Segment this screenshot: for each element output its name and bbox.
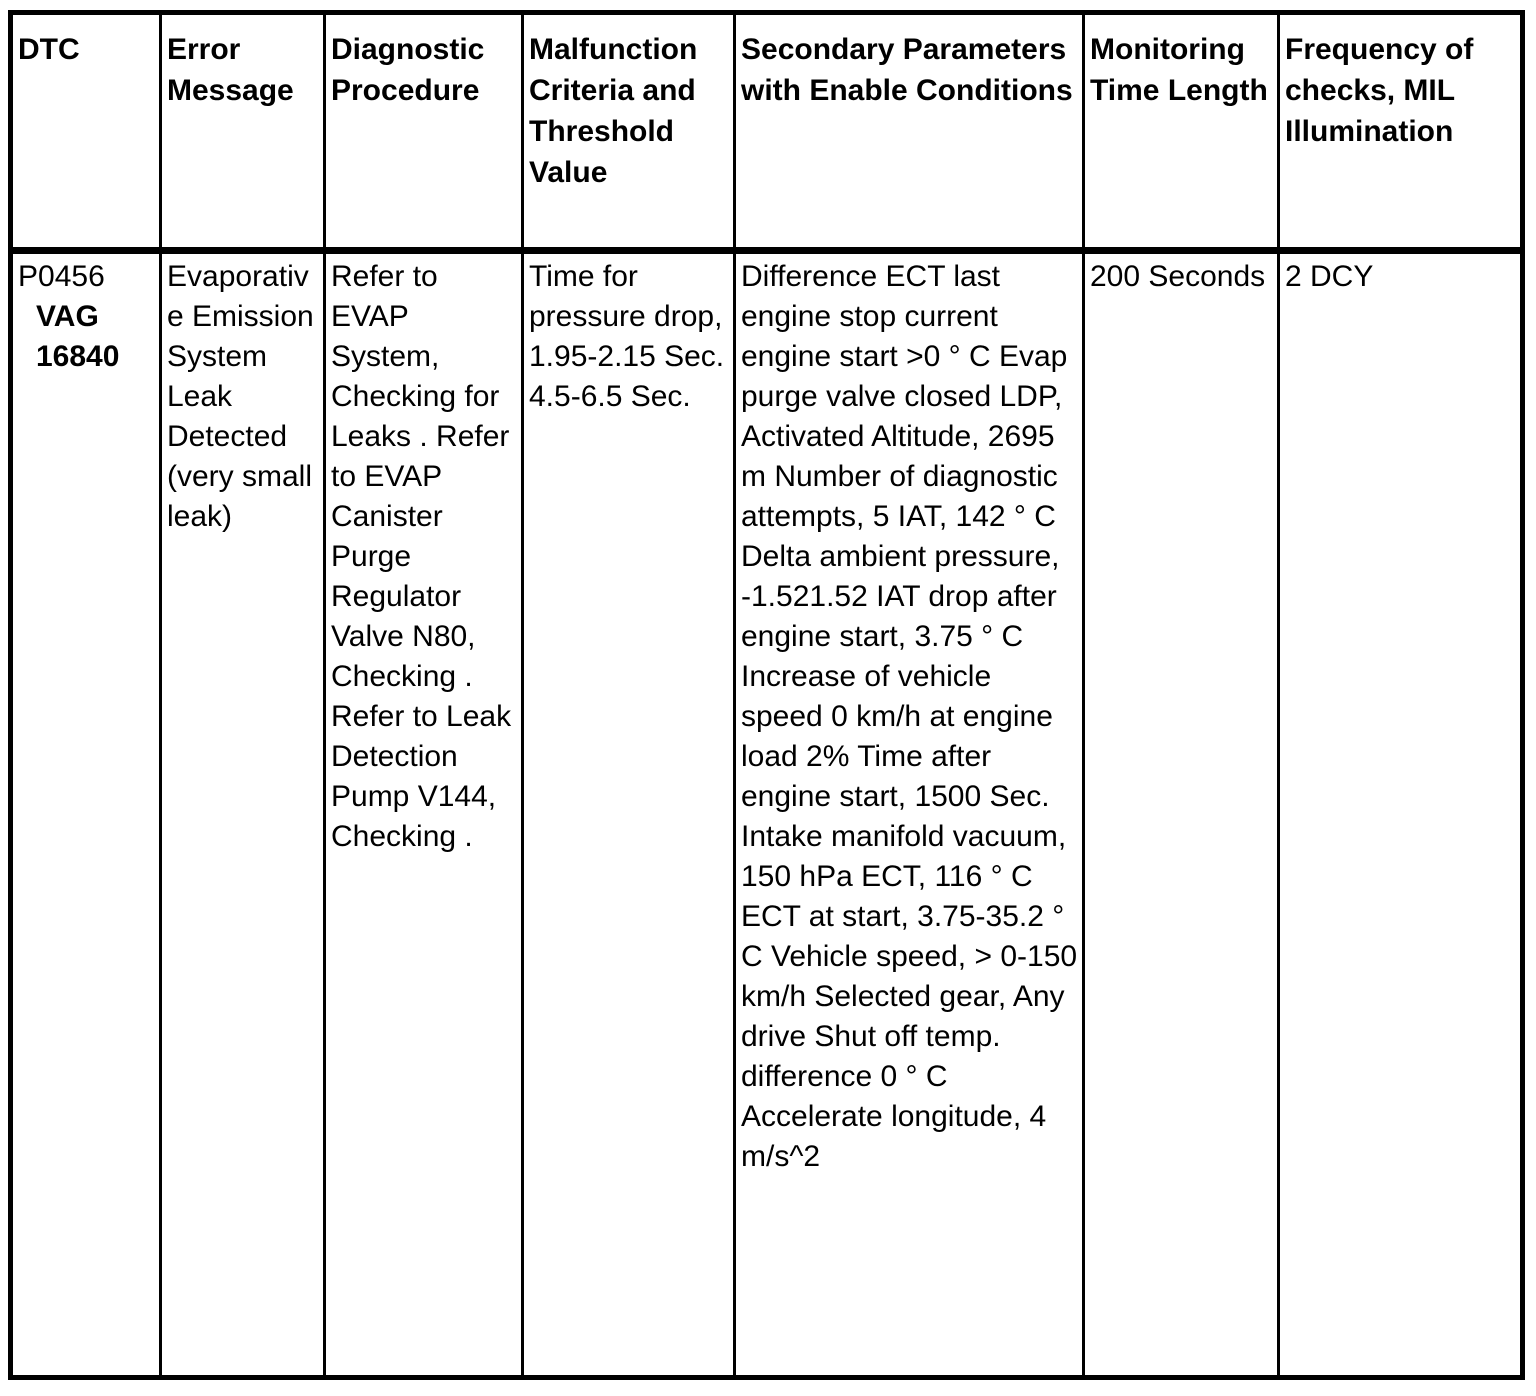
header-secondary-parameters: Secondary Parameters with Enable Conditions xyxy=(735,13,1084,251)
vag-code: 16840 xyxy=(36,340,120,373)
table-row xyxy=(11,251,1523,1378)
cell-malfunction-criteria: Time for pressure drop, 1.95-2.15 Sec. 4.5-6.5 Sec. xyxy=(523,251,735,1378)
cell-diagnostic-procedure: Refer to EVAP System, Checking for Leaks . Refer to EVAP Canister Purge Regulator Valve N80, Checking . Refer to Leak Detection Pump V144, Checking . xyxy=(325,251,523,1378)
header-monitoring-time: Monitoring Time Length xyxy=(1084,13,1279,251)
header-dtc: DTC xyxy=(11,13,161,251)
header-diagnostic-procedure: Diagnostic Procedure xyxy=(325,13,523,251)
header-error-message: Error Message xyxy=(161,13,325,251)
cell-error-message: Evaporative Emission System Leak Detected (very small leak) xyxy=(161,251,325,1378)
vag-label: VAG xyxy=(36,300,99,333)
header-malfunction-criteria: Malfunction Criteria and Threshold Value xyxy=(523,13,735,251)
cell-monitoring-time: 200 Seconds xyxy=(1084,251,1279,1378)
header-row xyxy=(11,13,1523,251)
dtc-code: P0456 xyxy=(18,260,105,293)
header-frequency: Frequency of checks, MIL Illumination xyxy=(1279,13,1523,251)
dtc-table xyxy=(8,10,1525,1380)
cell-frequency: 2 DCY xyxy=(1279,251,1523,1378)
cell-secondary-parameters: Difference ECT last engine stop current engine start >0 ° C Evap purge valve closed LDP, Activated Altitude, 2695 m Number of diagnostic attempts, 5 IAT, 142 ° C Delta ambient pressure, -1.521.52 IAT drop after engine start, 3.75 ° C Increase of vehicle speed 0 km/h at engine load 2% Time after engine start, 1500 Sec. Intake manifold vacuum, 150 hPa ECT, 116 ° C ECT at start, 3.75-35.2 ° C Vehicle speed, > 0-150 km/h Selected gear, Any drive Shut off temp. difference 0 ° C Accelerate longitude, 4 m/s^2 xyxy=(735,251,1084,1378)
cell-dtc xyxy=(11,251,161,1378)
